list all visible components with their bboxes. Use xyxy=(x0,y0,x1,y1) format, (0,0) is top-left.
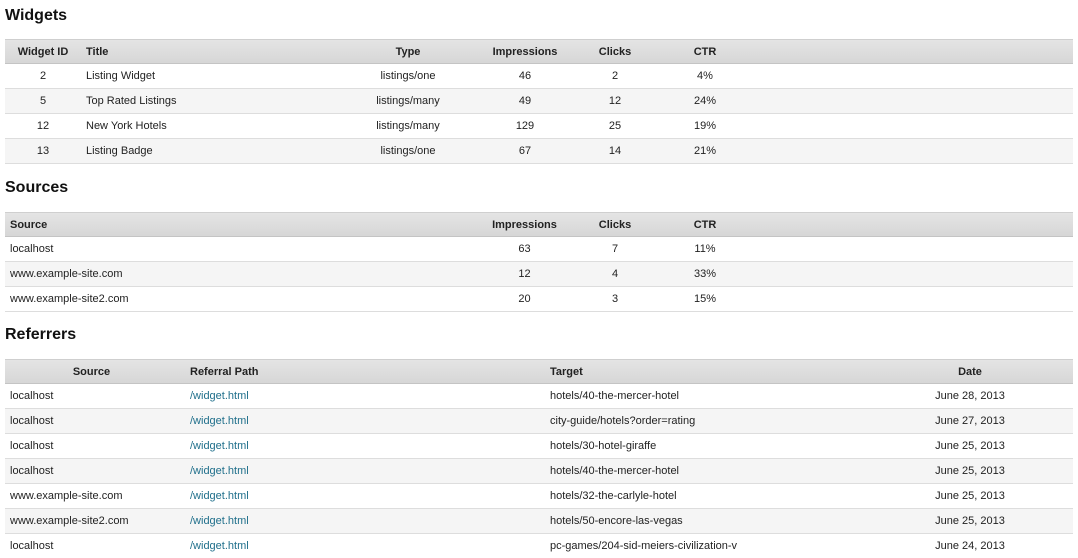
filler-cell xyxy=(743,287,1073,312)
widgets-heading: Widgets xyxy=(5,7,68,24)
filler-cell xyxy=(743,114,1073,139)
impressions-cell: 67 xyxy=(487,139,563,164)
widget-title-cell: Listing Badge xyxy=(81,139,329,164)
widget-id-cell: 13 xyxy=(5,139,81,164)
widgets-table xyxy=(5,39,1073,164)
widget-type-cell: listings/many xyxy=(329,114,487,139)
impressions-cell: 49 xyxy=(487,89,563,114)
widgets-header-row xyxy=(5,40,1073,64)
column-header-date[interactable]: Date xyxy=(915,360,1025,384)
widget-type-cell: listings/many xyxy=(329,89,487,114)
table-row xyxy=(5,237,1073,262)
column-header-clicks[interactable]: Clicks xyxy=(563,213,667,237)
column-header-filler xyxy=(1025,360,1073,384)
table-row xyxy=(5,64,1073,89)
impressions-cell: 46 xyxy=(487,64,563,89)
column-header-source[interactable]: Source xyxy=(5,360,185,384)
filler-cell xyxy=(1025,434,1073,459)
ctr-cell: 24% xyxy=(667,89,743,114)
date-cell: June 25, 2013 xyxy=(915,459,1025,484)
column-header-filler xyxy=(743,213,1073,237)
column-header-title[interactable]: Title xyxy=(81,40,329,64)
date-cell: June 25, 2013 xyxy=(915,484,1025,509)
filler-cell xyxy=(743,237,1073,262)
referral-path-cell xyxy=(185,384,545,409)
filler-cell xyxy=(1025,509,1073,534)
source-cell: localhost xyxy=(5,237,411,262)
table-row xyxy=(5,114,1073,139)
widget-id-cell: 2 xyxy=(5,64,81,89)
ctr-cell: 21% xyxy=(667,139,743,164)
table-row xyxy=(5,534,1073,558)
clicks-cell: 2 xyxy=(563,64,667,89)
table-row xyxy=(5,287,1073,312)
column-header-filler xyxy=(743,40,1073,64)
referral-path-cell xyxy=(185,509,545,534)
clicks-cell: 7 xyxy=(563,237,667,262)
referral-path-link[interactable]: /widget.html xyxy=(190,515,249,527)
referral-path-link[interactable]: /widget.html xyxy=(190,440,249,452)
referral-path-link[interactable]: /widget.html xyxy=(190,415,249,427)
table-row xyxy=(5,139,1073,164)
table-row xyxy=(5,509,1073,534)
referral-path-link[interactable]: /widget.html xyxy=(190,390,249,402)
widget-title-cell: Top Rated Listings xyxy=(81,89,329,114)
target-cell: hotels/30-hotel-giraffe xyxy=(545,434,915,459)
sources-header-row xyxy=(5,213,1073,237)
table-row xyxy=(5,484,1073,509)
filler-cell xyxy=(743,64,1073,89)
column-header-target[interactable]: Target xyxy=(545,360,915,384)
filler-cell xyxy=(1025,534,1073,558)
referrers-heading: Referrers xyxy=(5,326,77,343)
clicks-cell: 14 xyxy=(563,139,667,164)
column-header-type[interactable]: Type xyxy=(329,40,487,64)
widget-title-cell: New York Hotels xyxy=(81,114,329,139)
referrers-header-row xyxy=(5,360,1073,384)
target-cell: hotels/40-the-mercer-hotel xyxy=(545,384,915,409)
referral-path-link[interactable]: /widget.html xyxy=(190,490,249,502)
referral-path-link[interactable]: /widget.html xyxy=(190,465,249,477)
target-cell: city-guide/hotels?order=rating xyxy=(545,409,915,434)
column-header-ctr[interactable]: CTR xyxy=(667,40,743,64)
table-row xyxy=(5,384,1073,409)
filler-cell xyxy=(743,262,1073,287)
filler-cell xyxy=(743,139,1073,164)
source-cell: localhost xyxy=(5,534,185,558)
ctr-cell: 4% xyxy=(667,64,743,89)
column-header-clicks[interactable]: Clicks xyxy=(563,40,667,64)
filler-cell xyxy=(743,89,1073,114)
sources-heading: Sources xyxy=(5,179,69,196)
source-cell: localhost xyxy=(5,409,185,434)
table-row xyxy=(5,409,1073,434)
widget-title-cell: Listing Widget xyxy=(81,64,329,89)
clicks-cell: 3 xyxy=(563,287,667,312)
column-header-referral-path[interactable]: Referral Path xyxy=(185,360,545,384)
column-header-ctr[interactable]: CTR xyxy=(667,213,743,237)
date-cell: June 27, 2013 xyxy=(915,409,1025,434)
source-cell: www.example-site2.com xyxy=(5,287,411,312)
source-cell: www.example-site.com xyxy=(5,262,411,287)
source-cell: localhost xyxy=(5,434,185,459)
table-row xyxy=(5,459,1073,484)
date-cell: June 24, 2013 xyxy=(915,534,1025,558)
impressions-cell: 20 xyxy=(411,287,563,312)
source-cell: localhost xyxy=(5,459,185,484)
column-header-source[interactable]: Source xyxy=(5,213,411,237)
referral-path-cell xyxy=(185,409,545,434)
target-cell: hotels/32-the-carlyle-hotel xyxy=(545,484,915,509)
target-cell: hotels/40-the-mercer-hotel xyxy=(545,459,915,484)
ctr-cell: 15% xyxy=(667,287,743,312)
widget-id-cell: 12 xyxy=(5,114,81,139)
table-row xyxy=(5,262,1073,287)
referral-path-cell xyxy=(185,434,545,459)
target-cell: pc-games/204-sid-meiers-civilization-v xyxy=(545,534,915,558)
referral-path-cell xyxy=(185,459,545,484)
source-cell: www.example-site.com xyxy=(5,484,185,509)
column-header-widget-id[interactable]: Widget ID xyxy=(5,40,81,64)
date-cell: June 25, 2013 xyxy=(915,509,1025,534)
ctr-cell: 19% xyxy=(667,114,743,139)
referral-path-cell xyxy=(185,484,545,509)
widget-type-cell: listings/one xyxy=(329,139,487,164)
referral-path-cell xyxy=(185,534,545,558)
target-cell: hotels/50-encore-las-vegas xyxy=(545,509,915,534)
column-header-impressions[interactable]: Impressions xyxy=(487,40,563,64)
source-cell: www.example-site2.com xyxy=(5,509,185,534)
referrers-table xyxy=(5,359,1073,558)
widget-id-cell: 5 xyxy=(5,89,81,114)
widget-type-cell: listings/one xyxy=(329,64,487,89)
ctr-cell: 11% xyxy=(667,237,743,262)
sources-table xyxy=(5,212,1073,312)
table-row xyxy=(5,434,1073,459)
date-cell: June 28, 2013 xyxy=(915,384,1025,409)
clicks-cell: 4 xyxy=(563,262,667,287)
clicks-cell: 12 xyxy=(563,89,667,114)
impressions-cell: 12 xyxy=(411,262,563,287)
filler-cell xyxy=(1025,484,1073,509)
impressions-cell: 129 xyxy=(487,114,563,139)
impressions-cell: 63 xyxy=(411,237,563,262)
filler-cell xyxy=(1025,384,1073,409)
table-row xyxy=(5,89,1073,114)
source-cell: localhost xyxy=(5,384,185,409)
clicks-cell: 25 xyxy=(563,114,667,139)
filler-cell xyxy=(1025,409,1073,434)
date-cell: June 25, 2013 xyxy=(915,434,1025,459)
ctr-cell: 33% xyxy=(667,262,743,287)
column-header-impressions[interactable]: Impressions xyxy=(411,213,563,237)
referral-path-link[interactable]: /widget.html xyxy=(190,540,249,552)
filler-cell xyxy=(1025,459,1073,484)
